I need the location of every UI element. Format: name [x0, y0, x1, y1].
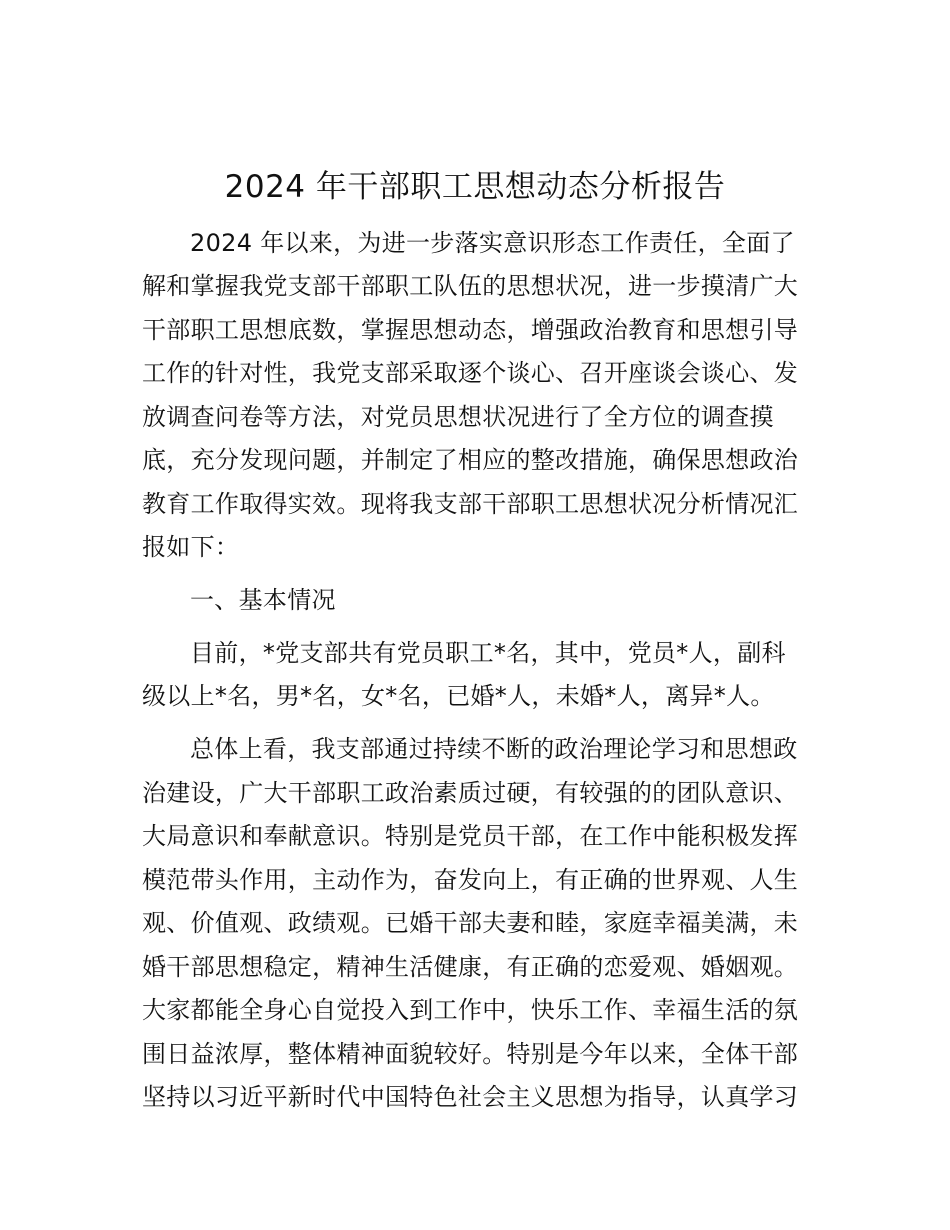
paragraph-line: 目前，*党支部共有党员职工*名，其中，党员*人，副科: [190, 639, 786, 667]
paragraph-line: 治建设，广大干部职工政治素质过硬，有较强的的团队意识、: [142, 779, 799, 807]
paragraph-line: 观、价值观、政绩观。已婚干部夫妻和睦，家庭幸福美满，未: [142, 909, 799, 937]
paragraph-line: 婚干部思想稳定，精神生活健康，有正确的恋爱观、婚姻观。: [142, 953, 799, 981]
paragraph-line: 总体上看，我支部通过持续不断的政治理论学习和思想政: [190, 735, 798, 763]
paragraph-line: 模范带头作用，主动作为，奋发向上，有正确的世界观、人生: [142, 866, 799, 894]
paragraph-line: 教育工作取得实效。现将我支部干部职工思想状况分析情况汇: [142, 490, 799, 518]
paragraph-line: 坚持以习近平新时代中国特色社会主义思想为指导，认真学习: [142, 1083, 799, 1111]
paragraph-line: 解和掌握我党支部干部职工队伍的思想状况，进一步摸清广大: [142, 272, 799, 300]
paragraph-line: 围日益浓厚，整体精神面貌较好。特别是今年以来，全体干部: [142, 1040, 799, 1068]
paragraph-line: 2024 年以来，为进一步落实意识形态工作责任，全面了: [190, 229, 795, 257]
paragraph-line: 级以上*名，男*名，女*名，已婚*人，未婚*人，离异*人。: [142, 682, 775, 710]
paragraph-line: 报如下：: [142, 533, 240, 561]
paragraph-line: 工作的针对性，我党支部采取逐个谈心、召开座谈会谈心、发: [142, 359, 799, 387]
section-heading: 一、基本情况: [190, 586, 336, 614]
paragraph-line: 底，充分发现问题，并制定了相应的整改措施，确保思想政治: [142, 446, 799, 474]
paragraph-line: 干部职工思想底数，掌握思想动态，增强政治教育和思想引导: [142, 316, 799, 344]
paragraph-line: 放调查问卷等方法，对党员思想状况进行了全方位的调查摸: [142, 403, 774, 431]
paragraph-line: 大局意识和奉献意识。特别是党员干部，在工作中能积极发挥: [142, 822, 799, 850]
paragraph-line: 大家都能全身心自觉投入到工作中，快乐工作、幸福生活的氛: [142, 996, 799, 1024]
document-title: 2024 年干部职工思想动态分析报告: [224, 169, 726, 205]
